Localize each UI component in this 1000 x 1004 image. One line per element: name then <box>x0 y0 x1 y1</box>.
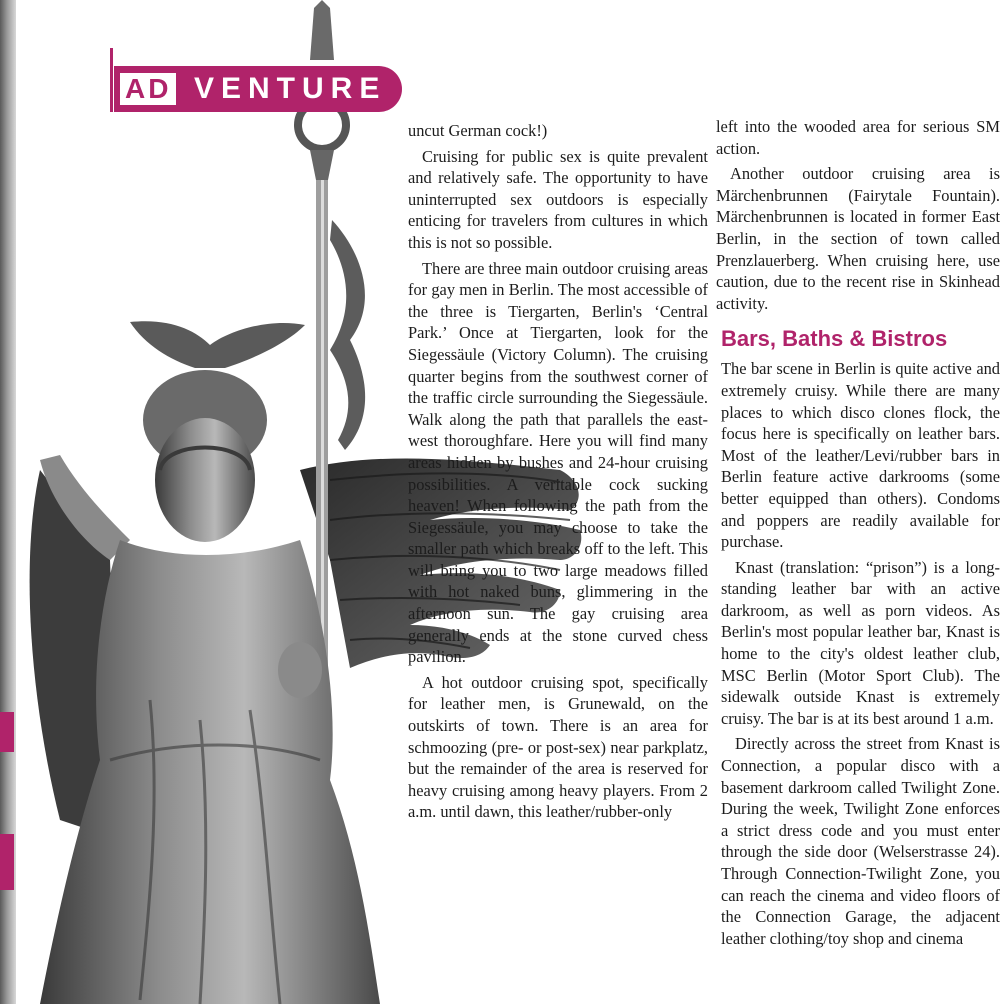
logo-venture: VENTURE <box>194 72 387 105</box>
body-paragraph: Knast (translation: “prison”) is a long-standing leather bar with an active darkroom, as well as porn videos. As Berlin's most popular leather bar, Knast is home to the city's oldest leather club, MSC Berlin (Motor Sport Club). The sidewalk outside Knast is extremely cruisy. The bar is at its best around 1 a.m. <box>721 557 1000 728</box>
body-paragraph: Directly across the street from Knast is Connection, a popular disco with a basement darkroom called Twilight Zone. During the week, Twilight Zone enforces a strict dress code and you must enter through the side door (Welserstrasse 24). Through Connection-Twilight Zone, you can reach the cinema and video floors of the Connection Garage, the adjacent leather clothing/toy shop and cinema <box>721 734 1000 948</box>
body-paragraph: Cruising for public sex is quite prevalent and relatively safe. The opportunity to have uninterrupted sex outdoors is especially enticing for travelers from cultures in which this is not so possible. <box>408 146 708 252</box>
body-paragraph: The bar scene in Berlin is quite active and extremely cruisy. While there are many places to which disco clones flock, the focus here is specifically on leather bars. Most of the leather/Levi/rubber bars in Berlin feature active darkrooms (some better equipped than others). Condoms and poppers are readily available for purchase. <box>721 359 1000 552</box>
section-body <box>716 358 1000 949</box>
adventure-logo <box>110 48 402 114</box>
body-paragraph: A hot outdoor cruising spot, specifically for leather men, is Grunewald, on the outskirts of town. There is an area for schmoozing (pre- or post-sex) near parkplatz, but the remainder of the area is reserved for heavy cruising among heavy players. From 2 a.m. until dawn, this leather/rubber-only <box>408 672 708 822</box>
article-column-right <box>716 116 1000 1004</box>
section-heading: Bars, Baths & Bistros <box>721 326 948 352</box>
body-paragraph: left into the wooded area for serious SM action. <box>716 117 1000 158</box>
statue-eagle <box>130 321 305 368</box>
body-paragraph: Another outdoor cruising area is Märchenbrunnen (Fairytale Fountain). Märchenbrunnen is located in former East Berlin, in the section of town called Prenzlauerberg. When cruising here, use caution, due to the recent rise in Skinhead activity. <box>716 164 1000 313</box>
logo-ad: AD <box>120 73 176 105</box>
logo-bracket <box>110 48 113 112</box>
article-column-middle <box>408 120 708 1004</box>
body-paragraph: There are three main outdoor cruising areas for gay men in Berlin. The most accessible of the three is Tiergarten, Berlin's ‘Central Park.’ Once at Tiergarten, look for the Siegessäule (Victory Column). The cruising quarter begins from the southwest corner of the traffic circle surrounding the Siegessäule. Walk along the path that parallels the east-west thoroughfare. Here you will find many areas hidden by bushes and 24-hour cruising possibilities. A veritable cock sucking heaven! When following the path from the Siegessäule, you may choose to take the smaller path which breaks off to the left. This will bring you to two large meadows filled with hot naked buns, glimmering in the afternoon sun. The gay cruising area generally ends at the stone curved chess pavilion. <box>408 258 708 667</box>
body-paragraph: uncut German cock!) <box>408 121 548 140</box>
